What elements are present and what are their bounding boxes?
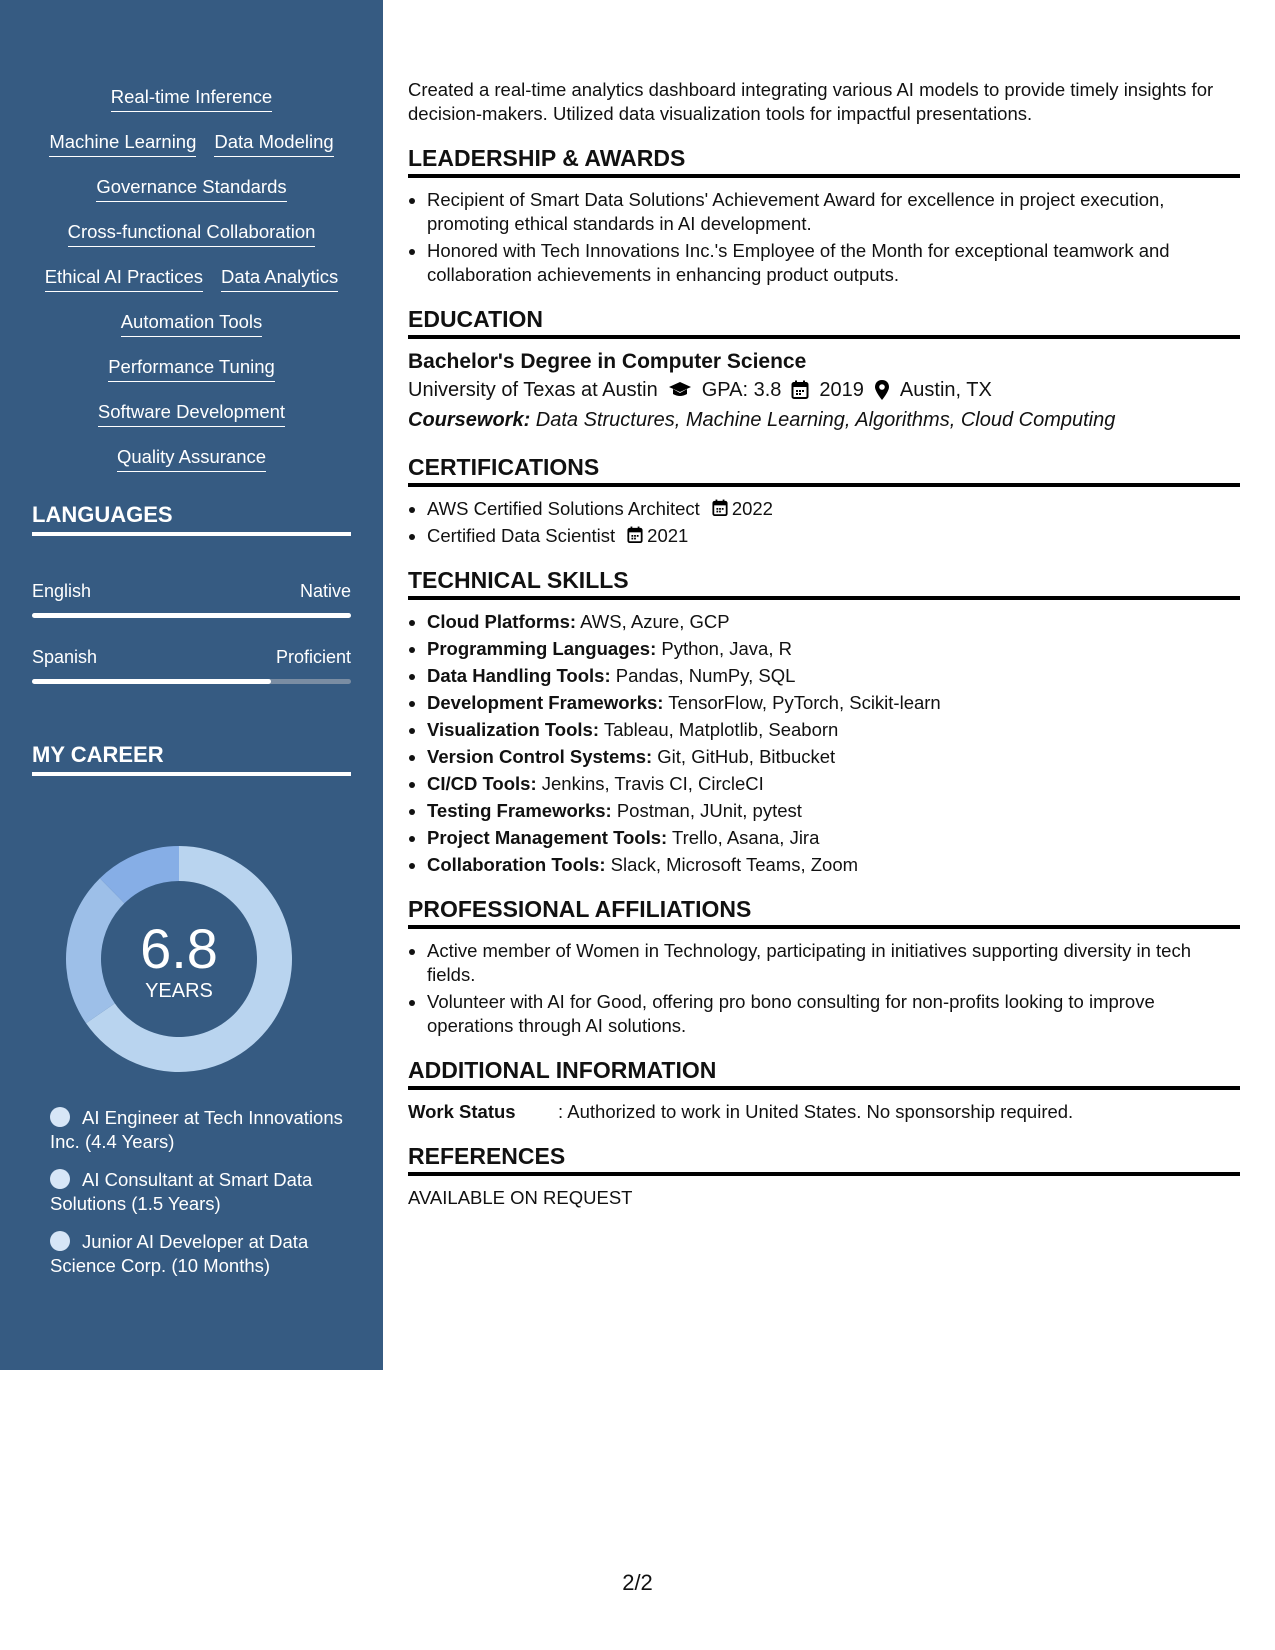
- skill-tag[interactable]: Software Development: [98, 401, 285, 427]
- leadership-heading: LEADERSHIP & AWARDS: [408, 144, 1240, 178]
- technical-skill-item: [427, 826, 1240, 850]
- technical-skill-value: Postman, JUnit, pytest: [611, 800, 802, 821]
- certifications-list: [408, 497, 1240, 548]
- career-heading: MY CAREER: [32, 742, 351, 776]
- page-number: 2/2: [622, 1570, 653, 1595]
- calendar-icon: [627, 526, 643, 544]
- skill-tag[interactable]: Quality Assurance: [117, 446, 266, 472]
- skill-tag[interactable]: Data Analytics: [221, 266, 338, 292]
- technical-skill-label: Testing Frameworks:: [427, 800, 612, 821]
- additional-info-heading: ADDITIONAL INFORMATION: [408, 1056, 1240, 1090]
- technical-skill-label: Collaboration Tools:: [427, 854, 606, 875]
- technical-skill-value: Slack, Microsoft Teams, Zoom: [605, 854, 859, 875]
- career-dot-icon: [50, 1169, 70, 1189]
- leadership-item: • Honored with Tech Innovations Inc.'s Employee of the Month for exceptional teamwork and collaboration achievements in enhancing product outputs.: [427, 239, 1240, 287]
- calendar-icon: [712, 499, 728, 517]
- technical-skill-label: Visualization Tools:: [427, 719, 600, 740]
- skill-tag[interactable]: Machine Learning: [49, 131, 196, 157]
- affiliations-list: [408, 939, 1240, 1038]
- skill-row: [0, 311, 383, 356]
- language-row: [32, 580, 351, 602]
- sidebar: [0, 0, 383, 1370]
- language-item: [32, 646, 351, 684]
- affiliations-heading: PROFESSIONAL AFFILIATIONS: [408, 895, 1240, 929]
- main-content: [408, 78, 1240, 1210]
- skill-row: [0, 356, 383, 401]
- education-coursework: [408, 405, 1240, 435]
- education-gpa: GPA: 3.8: [701, 379, 782, 401]
- skill-row: [0, 221, 383, 266]
- technical-skill-label: Project Management Tools:: [427, 827, 668, 848]
- technical-skill-value: AWS, Azure, GCP: [576, 611, 730, 632]
- work-status-label: Work Status: [408, 1101, 516, 1122]
- work-status-value: : Authorized to work in United States. No sponsorship required.: [558, 1101, 1074, 1122]
- skills-cloud: [0, 86, 383, 491]
- skill-row: [0, 446, 383, 491]
- certifications-heading: CERTIFICATIONS: [408, 453, 1240, 487]
- skill-row: [0, 86, 383, 131]
- technical-skill-value: Git, GitHub, Bitbucket: [652, 746, 836, 767]
- career-dot-icon: [50, 1231, 70, 1251]
- technical-skill-label: CI/CD Tools:: [427, 773, 537, 794]
- leadership-item: • Recipient of Smart Data Solutions' Achievement Award for excellence in project execution, promoting ethical standards in AI development.: [427, 188, 1240, 236]
- technical-skill-item: [427, 637, 1240, 661]
- language-level: Proficient: [275, 647, 351, 667]
- language-name: English: [32, 581, 92, 601]
- certification-item: [427, 524, 1240, 548]
- education-degree: Bachelor's Degree in Computer Science: [408, 350, 807, 373]
- affiliation-item: • Volunteer with AI for Good, offering pro bono consulting for non-profits looking to improve operations through AI solutions.: [427, 990, 1240, 1038]
- technical-skill-item: [427, 799, 1240, 823]
- career-item: [50, 1168, 350, 1216]
- language-proficiency-bar: [32, 613, 351, 618]
- certification-year: 2021: [647, 525, 689, 546]
- technical-skills-list: [408, 610, 1240, 877]
- technical-skill-item: [427, 664, 1240, 688]
- language-proficiency-fill: [32, 613, 351, 618]
- skill-tag[interactable]: Automation Tools: [121, 311, 263, 337]
- career-item-text: AI Consultant at Smart Data Solutions (1.5 Years): [50, 1169, 313, 1214]
- certification-name: AWS Certified Solutions Architect: [427, 498, 700, 519]
- career-dot-icon: [50, 1107, 70, 1127]
- technical-skill-value: TensorFlow, PyTorch, Scikit-learn: [663, 692, 941, 713]
- languages-heading: LANGUAGES: [32, 502, 351, 536]
- certification-item: [427, 497, 1240, 521]
- education-location: Austin, TX: [899, 379, 992, 401]
- coursework-label: Coursework:: [408, 409, 531, 431]
- technical-skill-label: Cloud Platforms:: [427, 611, 577, 632]
- technical-skill-value: Python, Java, R: [656, 638, 792, 659]
- skill-tag[interactable]: Data Modeling: [214, 131, 333, 157]
- skill-row: [0, 401, 383, 446]
- language-row: [32, 646, 351, 668]
- location-pin-icon: [874, 379, 890, 401]
- career-item: [50, 1106, 350, 1154]
- technical-skills-heading: TECHNICAL SKILLS: [408, 566, 1240, 600]
- graduation-cap-icon: [668, 380, 692, 400]
- education-year: 2019: [819, 379, 864, 401]
- skill-tag[interactable]: Ethical AI Practices: [45, 266, 203, 292]
- technical-skill-value: Pandas, NumPy, SQL: [610, 665, 796, 686]
- language-proficiency-bar: [32, 679, 351, 684]
- skill-row: [0, 131, 383, 176]
- affiliation-item: • Active member of Women in Technology, participating in initiatives supporting diversity in tech fields.: [427, 939, 1240, 987]
- leadership-list: [408, 188, 1240, 287]
- language-proficiency-fill: [32, 679, 271, 684]
- skill-row: [0, 176, 383, 221]
- work-status-row: [408, 1100, 1240, 1124]
- language-item: [32, 580, 351, 618]
- education-meta: [408, 375, 1240, 405]
- language-level: Native: [299, 581, 351, 601]
- project-description: Created a real-time analytics dashboard integrating various AI models to provide timely insights for decision-makers. Utilized data visualization tools for impactful presentations.: [408, 79, 1214, 124]
- coursework-value: Data Structures, Machine Learning, Algorithms, Cloud Computing: [530, 409, 1116, 431]
- career-total: 6.8: [140, 917, 218, 980]
- career-item-text: Junior AI Developer at Data Science Corp. (10 Months): [50, 1231, 309, 1276]
- technical-skill-item: [427, 772, 1240, 796]
- technical-skill-item: [427, 853, 1240, 877]
- technical-skill-item: [427, 745, 1240, 769]
- technical-skill-label: Development Frameworks:: [427, 692, 664, 713]
- skill-tag[interactable]: Cross-functional Collaboration: [68, 221, 316, 247]
- references-text: AVAILABLE ON REQUEST: [408, 1187, 633, 1208]
- language-name: Spanish: [32, 647, 98, 667]
- career-donut: [66, 846, 292, 1072]
- certification-name: Certified Data Scientist: [427, 525, 616, 546]
- technical-skill-label: Version Control Systems:: [427, 746, 653, 767]
- skill-tag[interactable]: Real-time Inference: [111, 86, 272, 112]
- education-school: University of Texas at Austin: [408, 379, 658, 401]
- technical-skill-value: Trello, Asana, Jira: [667, 827, 820, 848]
- skill-row: [0, 266, 383, 311]
- technical-skill-item: [427, 691, 1240, 715]
- career-unit: YEARS: [145, 980, 213, 1002]
- career-item: [50, 1230, 350, 1278]
- certification-year: 2022: [731, 498, 773, 519]
- career-list: [50, 1106, 350, 1292]
- skill-tag[interactable]: Performance Tuning: [108, 356, 275, 382]
- technical-skill-label: Data Handling Tools:: [427, 665, 611, 686]
- technical-skill-item: [427, 718, 1240, 742]
- education-heading: EDUCATION: [408, 305, 1240, 339]
- technical-skill-value: Jenkins, Travis CI, CircleCI: [536, 773, 764, 794]
- calendar-icon: [791, 380, 809, 400]
- technical-skill-item: [427, 610, 1240, 634]
- references-heading: REFERENCES: [408, 1142, 1240, 1176]
- technical-skill-label: Programming Languages:: [427, 638, 657, 659]
- technical-skill-value: Tableau, Matplotlib, Seaborn: [599, 719, 839, 740]
- career-item-text: AI Engineer at Tech Innovations Inc. (4.4 Years): [50, 1107, 343, 1152]
- skill-tag[interactable]: Governance Standards: [96, 176, 286, 202]
